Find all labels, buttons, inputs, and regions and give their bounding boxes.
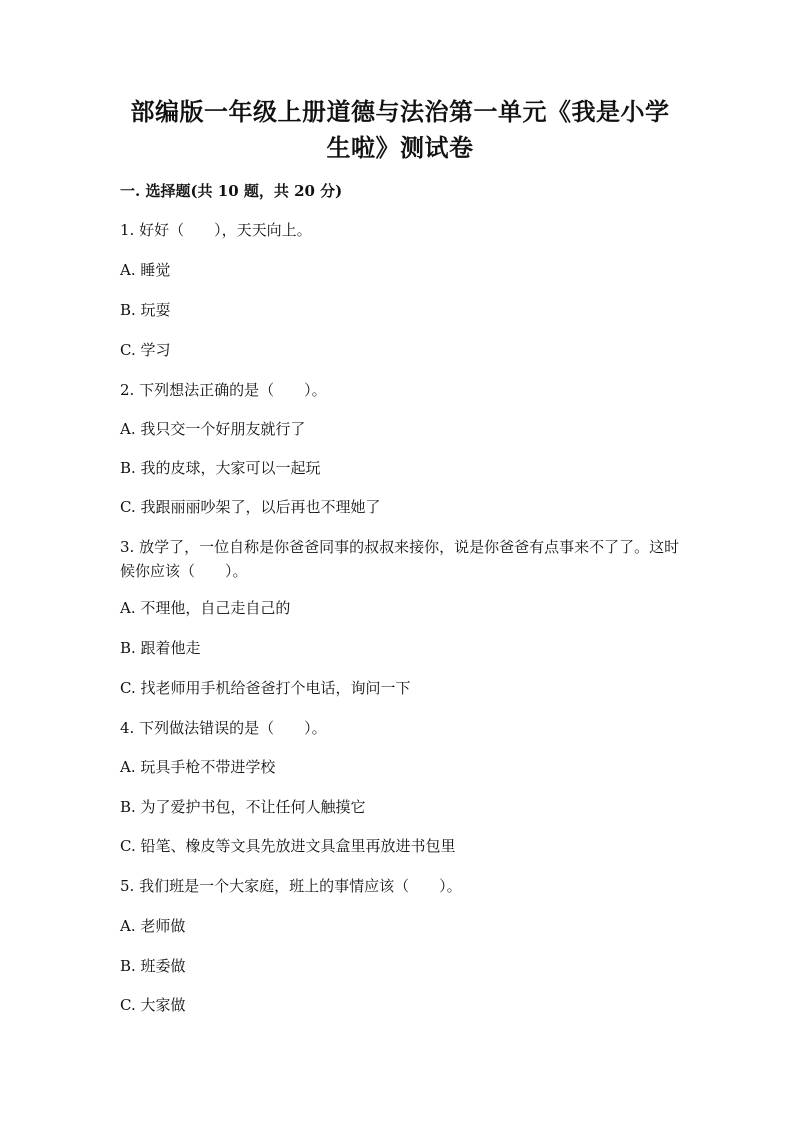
section-heading: 一. 选择题(共 10 题，共 20 分) (120, 182, 343, 200)
question-1-option-c: C. 学习 (120, 341, 171, 359)
question-2-option-c: C. 我跟丽丽吵架了，以后再也不理她了 (120, 498, 381, 516)
question-4-stem: 4. 下列做法错误的是（ ）。 (120, 719, 327, 737)
question-4-option-c: C. 铅笔、橡皮等文具先放进文具盒里再放进书包里 (120, 837, 456, 855)
question-1-option-b: B. 玩耍 (120, 301, 171, 319)
question-2-stem: 2. 下列想法正确的是（ ）。 (120, 381, 327, 399)
question-2-option-a: A. 我只交一个好朋友就行了 (120, 420, 306, 438)
question-3-option-a: A. 不理他，自己走自己的 (120, 599, 291, 617)
question-1-option-a: A. 睡觉 (120, 261, 171, 279)
exam-title: 部编版一年级上册道德与法治第一单元《我是小学生啦》测试卷 (130, 97, 670, 162)
question-4-option-b: B. 为了爱护书包，不让任何人触摸它 (120, 798, 366, 816)
question-1-stem: 1. 好好（ ），天天向上。 (120, 221, 312, 239)
question-2-option-b: B. 我的皮球，大家可以一起玩 (120, 459, 321, 477)
question-5-option-c: C. 大家做 (120, 996, 186, 1014)
question-5-option-b: B. 班委做 (120, 957, 186, 975)
question-5-stem: 5. 我们班是一个大家庭，班上的事情应该（ ）。 (120, 877, 462, 895)
question-3-stem: 3. 放学了，一位自称是你爸爸同事的叔叔来接你，说是你爸爸有点事来不了了。这时候你应该（ ）。 (120, 538, 680, 580)
question-5-option-a: A. 老师做 (120, 917, 186, 935)
question-3-option-b: B. 跟着他走 (120, 639, 201, 657)
question-4-option-a: A. 玩具手枪不带进学校 (120, 758, 276, 776)
question-3-option-c: C. 找老师用手机给爸爸打个电话，询问一下 (120, 679, 411, 697)
